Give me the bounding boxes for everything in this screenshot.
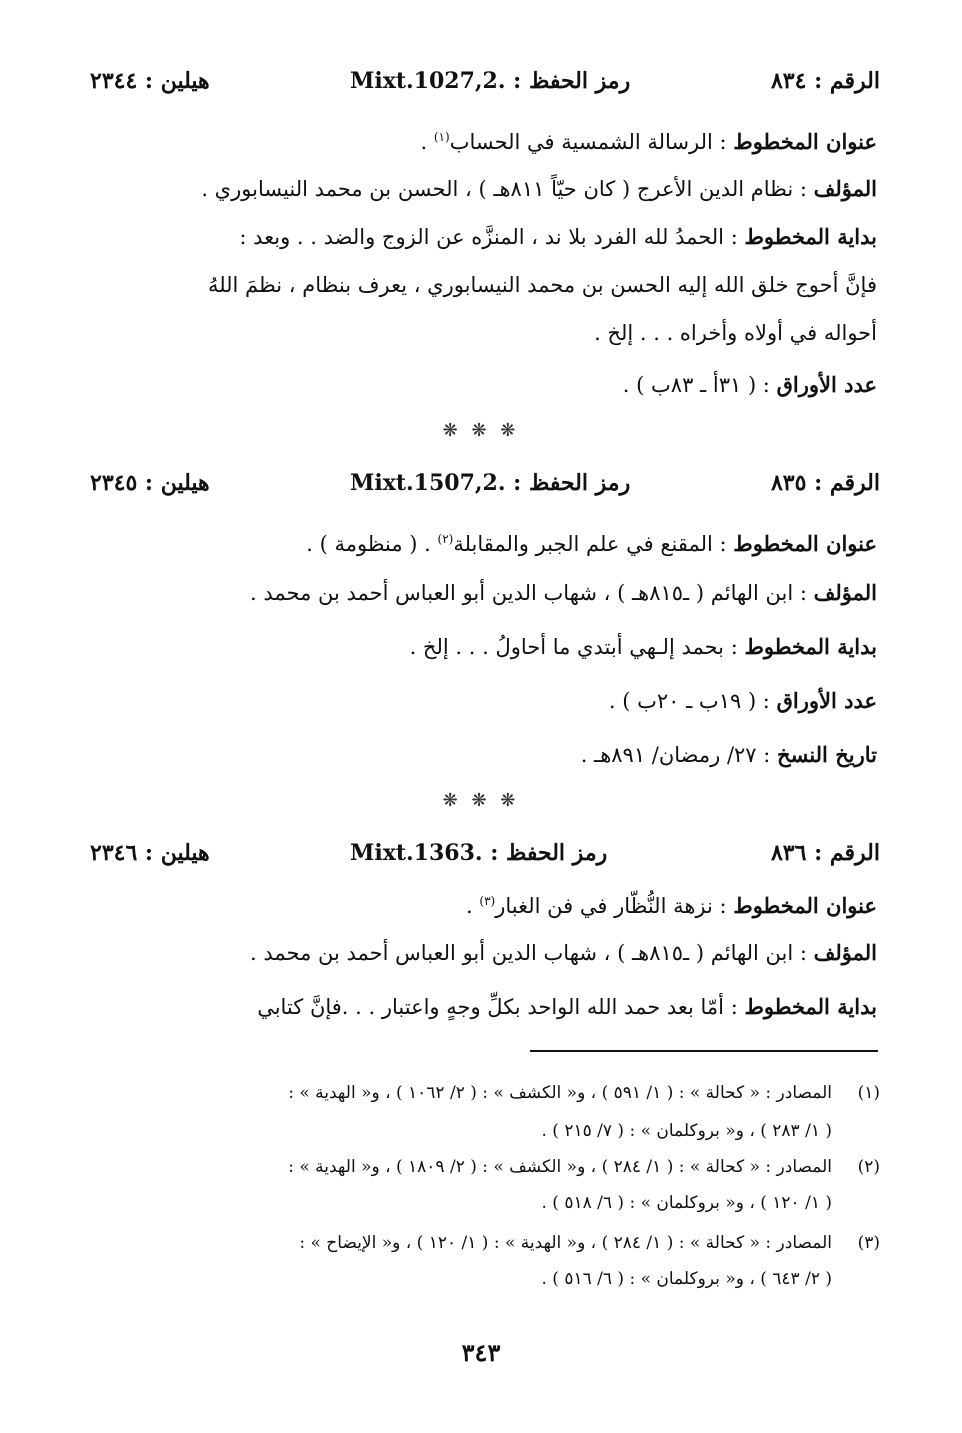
field-label: عدد الأوراق <box>776 688 877 713</box>
entry-number: الرقم : ٨٣٤ <box>770 68 880 94</box>
folios-line <box>87 684 877 718</box>
page-number: ٣٤٣ <box>461 1338 501 1367</box>
incipit-line <box>87 220 877 254</box>
heylin-number: هيلين : ٢٣٤٥ <box>90 470 210 496</box>
field-tail: . <box>420 130 434 154</box>
footnote <box>85 1078 880 1108</box>
footnote-text: المصادر : « كحالة » : ( ١/ ٥٩١ ) ، و« الكشف » : ( ٢/ ١٠٦٢ ) ، و« الهدية » : <box>288 1083 832 1103</box>
field-value: : ٢٧/ رمضان/ ٨٩١هـ . <box>580 743 778 767</box>
field-value: : ( ٣١أ ـ ٨٣ب ) . <box>622 373 777 397</box>
footnote-number: (٣) <box>857 1233 880 1253</box>
field-label: تاريخ النسخ <box>777 742 877 767</box>
field-label: عنوان المخطوط <box>733 531 877 556</box>
author-line <box>87 936 877 970</box>
field-value: : المقنع في علم الجبر والمقابلة <box>453 532 734 556</box>
field-label: بداية المخطوط <box>744 994 877 1019</box>
field-label: بداية المخطوط <box>744 634 877 659</box>
footnote-ref: (١) <box>433 130 450 144</box>
footnote-number: (١) <box>857 1083 880 1103</box>
field-value: : الحمدُ لله الفرد بلا ند ، المنزَّه عن الزوج والضد . . وبعد : <box>239 225 745 249</box>
footnote-text: المصادر : « كحالة » : ( ١/ ٢٨٤ ) ، و« الهدية » : ( ١/ ١٢٠ ) ، و« الإيضاح » : <box>299 1233 832 1253</box>
field-tail: . <box>466 894 480 918</box>
section-separator: ❋ ❋ ❋ <box>442 790 520 811</box>
field-label: عدد الأوراق <box>776 372 877 397</box>
shelfmark: رمز الحفظ : .Mixt.1363 <box>350 840 608 866</box>
field-label: المؤلف <box>813 176 877 201</box>
author-line <box>87 172 877 206</box>
title-line <box>87 120 877 159</box>
shelfmark: رمز الحفظ : .Mixt.1507,2 <box>350 470 631 496</box>
footnote-ref: (٣) <box>479 894 496 908</box>
incipit-line <box>87 990 877 1024</box>
section-separator: ❋ ❋ ❋ <box>442 420 520 441</box>
heylin-number: هيلين : ٢٣٤٤ <box>90 68 210 94</box>
footnote-text: المصادر : « كحالة » : ( ١/ ٢٨٤ ) ، و« الكشف » : ( ٢/ ١٨٠٩ ) ، و« الهدية » : <box>288 1157 832 1177</box>
field-value: فإنَّ أحوج خلق الله إليه الحسن بن محمد النيسابوري ، يعرف بنظام ، نظمَ اللهُ <box>207 273 877 297</box>
copy-date-line <box>87 738 877 772</box>
footnote <box>85 1228 880 1258</box>
field-value: : نزهة النُّظّار في فن الغبار <box>495 894 734 918</box>
field-value: : ( ١٩ب ـ ٢٠ب ) . <box>608 689 777 713</box>
entry-header <box>90 470 880 504</box>
field-value: : ابن الهائم ( ـ٨١٥هـ ) ، شهاب الدين أبو العباس أحمد بن محمد . <box>250 581 814 605</box>
footnote-continuation: ( ١/ ٢٨٣ ) ، و« بروكلمان » : ( ٧/ ٢١٥ ) . <box>541 1121 832 1141</box>
field-value: : بحمد إلـهي أبتدي ما أحاولُ . . . إلخ . <box>409 635 745 659</box>
field-value: : أمّا بعد حمد الله الواحد بكلِّ وجهٍ واعتبار . . .فإنَّ كتابي <box>257 995 745 1019</box>
field-label: المؤلف <box>813 580 877 605</box>
folios-line <box>87 368 877 402</box>
entry-header <box>90 68 880 102</box>
entry-number: الرقم : ٨٣٦ <box>770 840 880 866</box>
footnote-continuation: ( ٢/ ٦٤٣ ) ، و« بروكلمان » : ( ٦/ ٥١٦ ) . <box>541 1269 832 1289</box>
field-label: المؤلف <box>813 940 877 965</box>
field-label: عنوان المخطوط <box>733 129 877 154</box>
footnote-number: (٢) <box>857 1157 880 1177</box>
incipit-continuation <box>87 316 877 350</box>
field-value: : الرسالة الشمسية في الحساب <box>449 130 734 154</box>
title-line <box>87 522 877 561</box>
shelfmark: رمز الحفظ : .Mixt.1027,2 <box>350 68 631 94</box>
field-value: أحواله في أولاه وأخراه . . . إلخ . <box>594 321 877 345</box>
footnote-divider <box>530 1050 878 1052</box>
footnote <box>85 1152 880 1182</box>
field-label: بداية المخطوط <box>744 224 877 249</box>
field-label: عنوان المخطوط <box>733 893 877 918</box>
field-value: : نظام الدين الأعرج ( كان حيّاً ٨١١هـ ) ، الحسن بن محمد النيسابوري . <box>201 177 814 201</box>
entry-number: الرقم : ٨٣٥ <box>770 470 880 496</box>
incipit-line <box>87 630 877 664</box>
title-line <box>87 884 877 923</box>
field-tail: . ( منظومة ) . <box>306 532 438 556</box>
entry-header <box>90 840 880 874</box>
author-line <box>87 576 877 610</box>
incipit-continuation <box>87 268 877 302</box>
footnote-ref: (٢) <box>437 532 454 546</box>
footnote-continuation: ( ١/ ١٢٠ ) ، و« بروكلمان » : ( ٦/ ٥١٨ ) . <box>541 1193 832 1213</box>
heylin-number: هيلين : ٢٣٤٦ <box>90 840 210 866</box>
field-value: : ابن الهائم ( ـ٨١٥هـ ) ، شهاب الدين أبو العباس أحمد بن محمد . <box>250 941 814 965</box>
